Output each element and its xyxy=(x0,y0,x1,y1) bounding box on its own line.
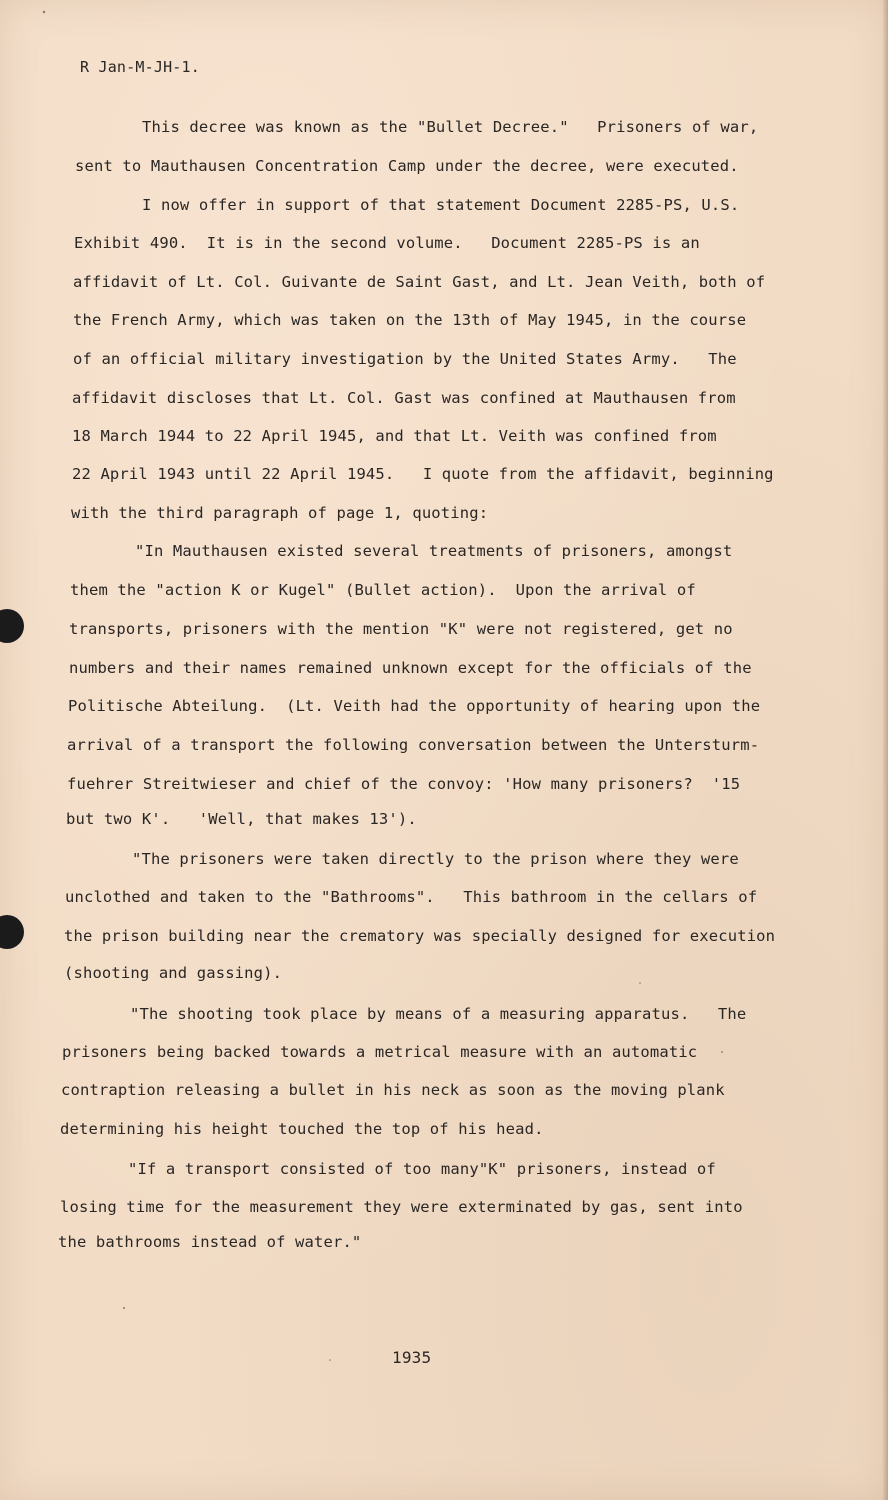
paper-edge-shadow xyxy=(882,0,888,1500)
text-line: but two K'. 'Well, that makes 13'). xyxy=(66,810,417,828)
punch-hole-upper xyxy=(0,609,24,643)
page-number: 1935 xyxy=(392,1348,432,1367)
text-line: of an official military investigation by the United States Army. The xyxy=(73,350,737,368)
text-line: prisoners being backed towards a metrical measure with an automatic xyxy=(62,1043,698,1061)
speck xyxy=(721,1051,723,1053)
text-line: determining his height touched the top of his head. xyxy=(60,1120,544,1138)
text-line: 22 April 1943 until 22 April 1945. I quote from the affidavit, beginning xyxy=(72,465,774,483)
text-line: numbers and their names remained unknown except for the officials of the xyxy=(69,659,752,677)
punch-hole-lower xyxy=(0,915,24,949)
text-line: with the third paragraph of page 1, quoting: xyxy=(71,504,489,522)
speck xyxy=(123,1307,125,1309)
text-line: "The prisoners were taken directly to the prison where they were xyxy=(132,850,739,868)
document-reference: R Jan-M-JH-1. xyxy=(80,58,200,76)
text-line: contraption releasing a bullet in his neck as soon as the moving plank xyxy=(61,1081,725,1099)
text-line: unclothed and taken to the "Bathrooms". This bathroom in the cellars of xyxy=(65,888,758,906)
speck xyxy=(639,982,641,984)
text-line: 18 March 1944 to 22 April 1945, and that Lt. Veith was confined from xyxy=(72,427,717,445)
text-line: (shooting and gassing). xyxy=(64,964,283,982)
text-line: Exhibit 490. It is in the second volume. Document 2285-PS is an xyxy=(74,234,700,252)
text-line: fuehrer Streitwieser and chief of the convoy: 'How many prisoners? '15 xyxy=(67,775,741,793)
text-line: Politische Abteilung. (Lt. Veith had the opportunity of hearing upon the xyxy=(68,697,761,715)
text-line: "In Mauthausen existed several treatments of prisoners, amongst xyxy=(135,542,733,560)
text-line: I now offer in support of that statement Document 2285-PS, U.S. xyxy=(142,196,740,214)
text-line: affidavit discloses that Lt. Col. Gast was confined at Mauthausen from xyxy=(72,389,736,407)
text-line: the French Army, which was taken on the 13th of May 1945, in the course xyxy=(73,311,747,329)
text-line: This decree was known as the "Bullet Decree." Prisoners of war, xyxy=(142,118,759,136)
text-line: the prison building near the crematory was specially designed for execution xyxy=(64,927,776,945)
speck xyxy=(329,1359,331,1361)
text-line: "The shooting took place by means of a measuring apparatus. The xyxy=(130,1005,747,1023)
text-line: arrival of a transport the following conversation between the Untersturm- xyxy=(67,736,760,754)
text-line: "If a transport consisted of too many"K" prisoners, instead of xyxy=(128,1160,716,1178)
text-line: the bathrooms instead of water." xyxy=(58,1233,362,1251)
speck xyxy=(43,11,45,13)
text-line: losing time for the measurement they were exterminated by gas, sent into xyxy=(60,1198,743,1216)
text-line: sent to Mauthausen Concentration Camp under the decree, were executed. xyxy=(75,157,739,175)
text-line: affidavit of Lt. Col. Guivante de Saint Gast, and Lt. Jean Veith, both of xyxy=(73,273,766,291)
text-line: them the "action K or Kugel" (Bullet action). Upon the arrival of xyxy=(70,581,696,599)
text-line: transports, prisoners with the mention "K" were not registered, get no xyxy=(69,620,733,638)
